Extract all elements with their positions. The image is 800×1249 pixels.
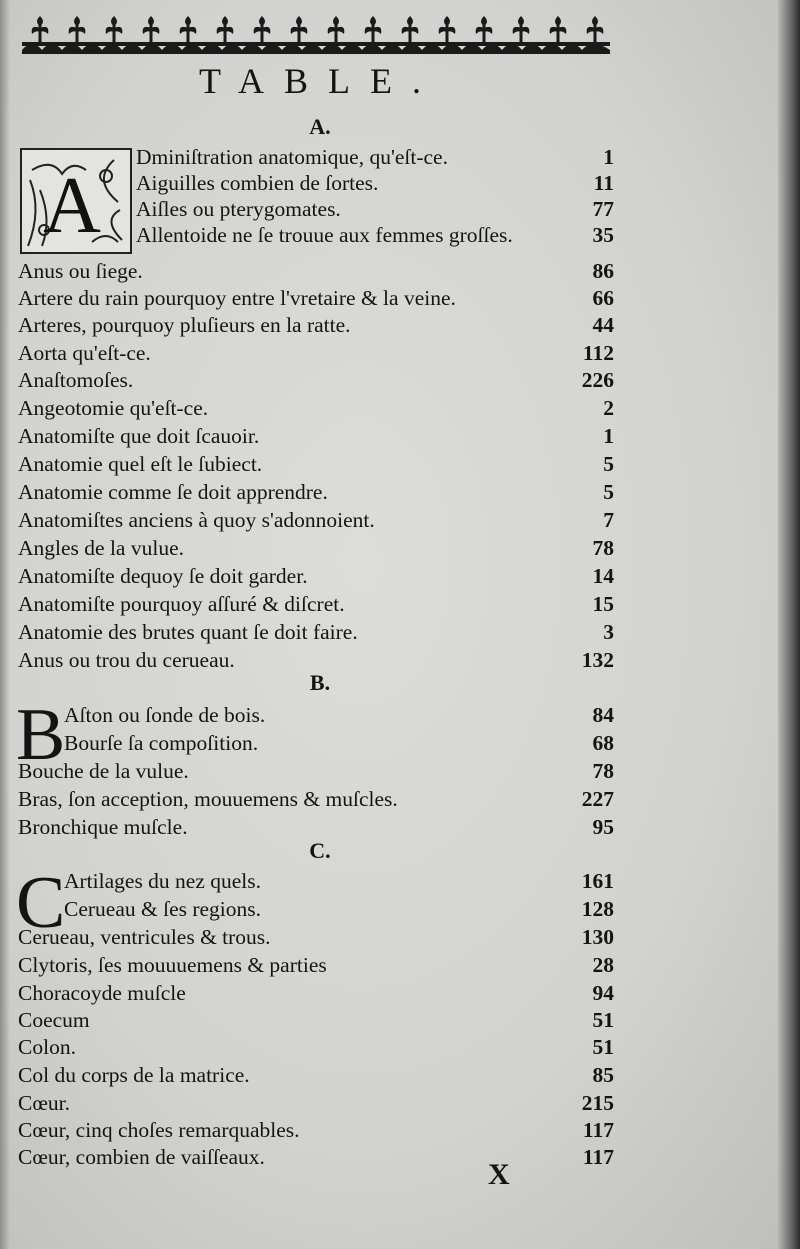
entry-text: Anus ou trou du cerueau. [18, 648, 235, 672]
catchword-signature: X [488, 1158, 510, 1191]
entry-text: Anaſtomoſes. [18, 368, 134, 392]
index-entry [18, 868, 614, 894]
entry-text: Cœur, combien de vaiſſeaux. [18, 1145, 265, 1169]
entry-text: Bouche de la vulue. [18, 759, 189, 783]
entry-text: Aorta qu'eſt-ce. [18, 341, 151, 365]
index-entry [18, 758, 614, 784]
index-entry [18, 1144, 614, 1170]
entry-text: Anatomie des brutes quant ſe doit faire. [18, 620, 358, 644]
index-entry [18, 285, 614, 311]
entry-text: Anatomie comme ſe doit apprendre. [18, 480, 328, 504]
index-entry [18, 619, 614, 645]
entry-page: 78 [592, 536, 614, 560]
entry-page: 84 [592, 703, 614, 727]
section-heading-b: B. [309, 670, 331, 695]
entry-page: 161 [581, 869, 614, 893]
section-heading-a: A. [309, 114, 331, 139]
entry-page: 117 [582, 1118, 614, 1142]
index-entry [18, 451, 614, 477]
index-entry [18, 591, 614, 617]
entry-page: 215 [581, 1091, 614, 1115]
entry-text: Artere du rain pourquoy entre l'vretaire & la veine. [18, 286, 456, 310]
entry-page: 5 [603, 480, 614, 504]
entry-page: 130 [581, 925, 614, 949]
entry-page: 112 [582, 341, 614, 365]
entry-text: Aiguilles combien de ſortes. [136, 171, 379, 195]
index-entry [18, 395, 614, 421]
index-entry [18, 952, 614, 978]
entry-page: 66 [592, 286, 614, 310]
entry-page: 68 [592, 731, 614, 755]
index-entry [18, 423, 614, 449]
entry-page: 95 [592, 815, 614, 839]
entry-page: 3 [603, 620, 614, 644]
entry-page: 1 [603, 424, 614, 448]
index-entry [18, 535, 614, 561]
index-entry [18, 814, 614, 840]
index-entry [18, 144, 614, 170]
entry-text: Clytoris, ſes mouuuemens & parties [18, 953, 327, 977]
index-entry [18, 730, 614, 756]
entry-text: Cœur. [18, 1091, 70, 1115]
index-entry [18, 924, 614, 950]
entry-text: Arteres, pourquoy pluſieurs en la ratte. [18, 313, 351, 337]
entry-page: 77 [592, 197, 614, 221]
entry-text: Cerueau & ſes regions. [64, 897, 262, 921]
entry-page: 128 [581, 897, 614, 921]
entry-text: Coecum [18, 1008, 90, 1032]
drop-cap-b: B [16, 694, 66, 776]
entry-page: 227 [581, 787, 614, 811]
index-entry [18, 980, 614, 1006]
index-entry [18, 896, 614, 922]
entry-page: 15 [592, 592, 614, 616]
entry-page: 132 [581, 648, 614, 672]
entry-page: 28 [592, 953, 614, 977]
page-title: TABLE. [198, 61, 442, 101]
entry-page: 226 [581, 368, 614, 392]
entry-page: 7 [603, 508, 614, 532]
entry-text: Cerueau, ventricules & trous. [18, 925, 271, 949]
entry-page: 11 [593, 171, 614, 195]
index-entry [18, 340, 614, 366]
entry-text: Angles de la vulue. [18, 536, 184, 560]
index-entry [18, 1117, 614, 1143]
index-entry [18, 1007, 614, 1033]
entry-text: Anatomiſtes anciens à quoy s'adonnoient. [18, 508, 375, 532]
index-entry [18, 196, 614, 222]
index-entry [18, 563, 614, 589]
entry-page: 85 [592, 1063, 614, 1087]
entry-text: Aiſles ou pterygomates. [136, 197, 341, 221]
index-entry [18, 507, 614, 533]
entry-page: 94 [592, 981, 614, 1005]
entry-text: Cœur, cinq choſes remarquables. [18, 1118, 300, 1142]
entry-page: 2 [603, 396, 614, 420]
index-entry [18, 222, 614, 248]
index-entry [18, 367, 614, 393]
entry-text: Bronchique muſcle. [18, 815, 188, 839]
drop-cap-c: C [16, 862, 66, 944]
entry-page: 86 [592, 259, 614, 283]
entry-text: Bourſe ſa compoſition. [64, 731, 259, 755]
entry-text: Anatomie quel eſt le ſubiect. [18, 452, 263, 476]
entry-text: Anatomiſte dequoy ſe doit garder. [18, 564, 308, 588]
entry-page: 44 [592, 313, 614, 337]
entry-text: Aſton ou ſonde de bois. [64, 703, 266, 727]
entry-text: Colon. [18, 1035, 76, 1059]
entry-page: 14 [592, 564, 614, 588]
entry-text: Artilages du nez quels. [64, 869, 262, 893]
entry-text: Choracoyde muſcle [18, 981, 186, 1005]
index-entry [18, 170, 614, 196]
index-entry [18, 479, 614, 505]
entry-page: 78 [592, 759, 614, 783]
index-entry [18, 1034, 614, 1060]
entry-page: 51 [592, 1035, 614, 1059]
entry-text: Allentoide ne ſe trouue aux femmes groſſes. [136, 223, 513, 247]
entry-text: Anatomiſte que doit ſcauoir. [18, 424, 260, 448]
svg-text:A: A [43, 162, 101, 250]
index-entry [18, 702, 614, 728]
entry-text: Col du corps de la matrice. [18, 1063, 250, 1087]
index-entry [18, 1062, 614, 1088]
entry-text: Anus ou ſiege. [18, 259, 143, 283]
section-heading-c: C. [309, 838, 331, 863]
entry-page: 5 [603, 452, 614, 476]
entry-text: Angeotomie qu'eſt-ce. [18, 396, 209, 420]
index-entry [18, 1090, 614, 1116]
entry-page: 1 [603, 145, 614, 169]
entry-page: 117 [582, 1145, 614, 1169]
index-entry [18, 312, 614, 338]
entry-text: Dminiſtration anatomique, qu'eſt-ce. [136, 145, 448, 169]
entry-text: Anatomiſte pourquoy aſſuré & diſcret. [18, 592, 345, 616]
entry-text: Bras, ſon acception, mouuemens & muſcles. [18, 787, 398, 811]
entry-page: 51 [592, 1008, 614, 1032]
index-entry [18, 786, 614, 812]
entry-page: 35 [592, 223, 614, 247]
index-entry [18, 258, 614, 284]
